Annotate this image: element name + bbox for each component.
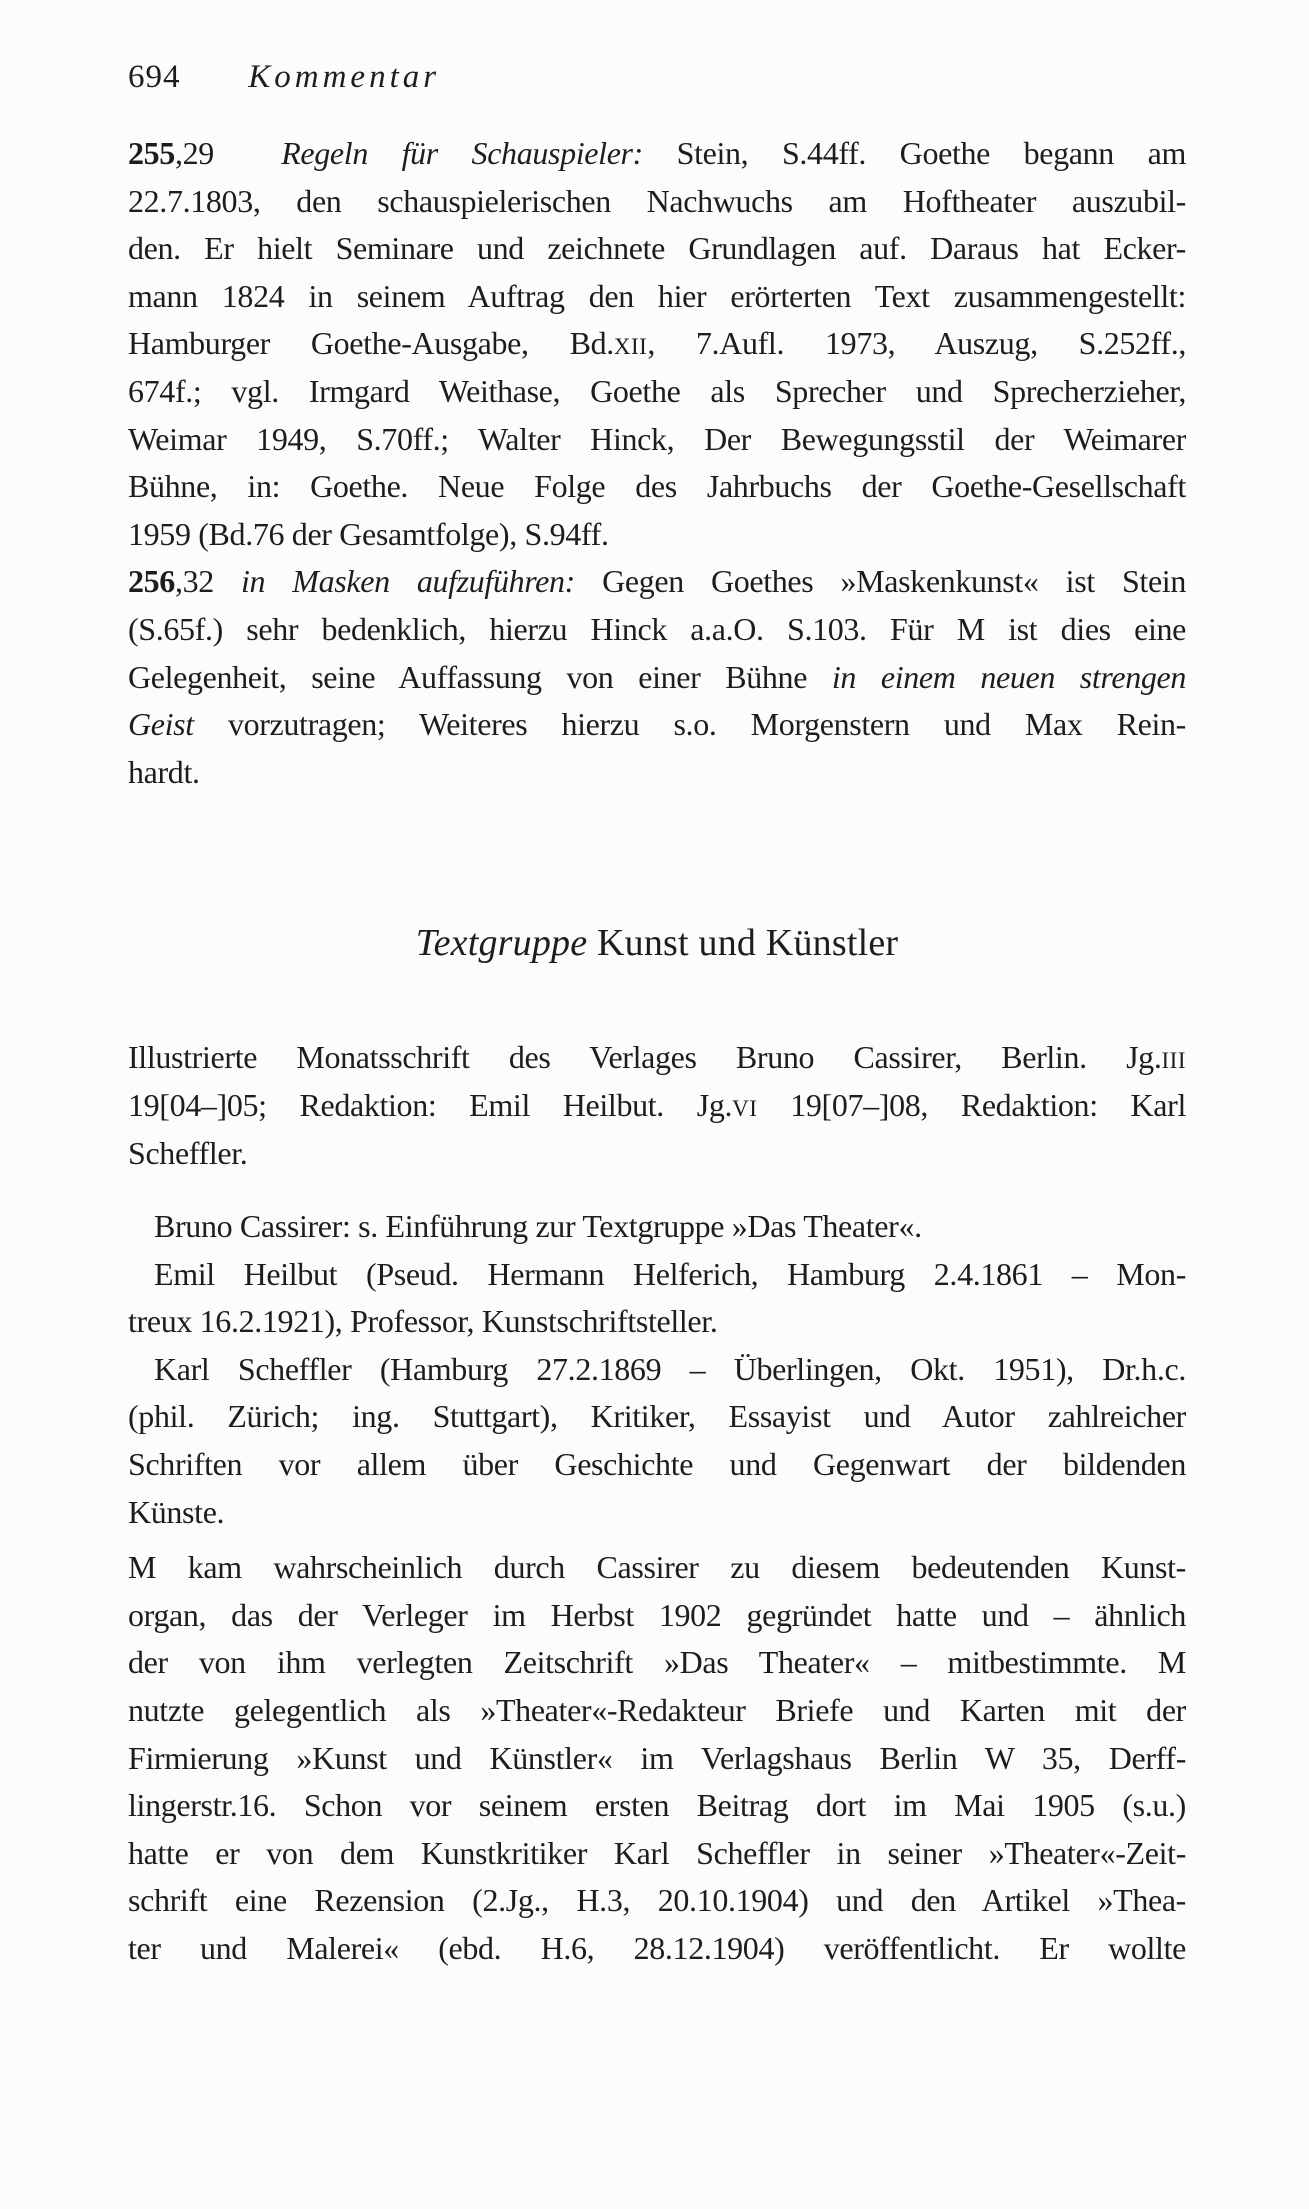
text-line bbox=[128, 320, 1186, 368]
text-run: VI bbox=[732, 1094, 758, 1121]
text-run: ter und Malerei« (ebd. H.6, 28.12.1904) veröffentlicht. Er wollte bbox=[128, 1930, 1186, 1966]
text-run: Emil Heilbut (Pseud. Hermann Helferich, Hamburg 2.4.1861 – Mon- bbox=[154, 1255, 1186, 1292]
text-run: ,32 bbox=[174, 563, 242, 600]
text-run: Geist bbox=[128, 706, 194, 743]
text-run: 674f.; vgl. Irmgard Weithase, Goethe als Sprecher und Sprecherzieher, bbox=[128, 372, 1186, 409]
text-run: hardt. bbox=[128, 753, 200, 790]
text-run: den. Er hielt Seminare und zeichnete Grundlagen auf. Daraus hat Ecker- bbox=[128, 230, 1186, 267]
text-line bbox=[128, 1034, 1186, 1082]
section-heading bbox=[128, 914, 1186, 972]
text-run: Firmierung »Kunst und Künstler« im Verlagshaus Berlin W 35, Derff- bbox=[128, 1739, 1186, 1776]
text-run: schrift eine Rezension (2.Jg., H.3, 20.10.1904) und den Artikel »Thea- bbox=[128, 1882, 1186, 1919]
paragraph bbox=[128, 1346, 1186, 1536]
text-run: M kam wahrscheinlich durch Cassirer zu diesem bedeutenden Kunst- bbox=[128, 1549, 1186, 1586]
paragraph bbox=[128, 1251, 1186, 1346]
text-line bbox=[128, 1544, 1186, 1592]
text-line bbox=[128, 1592, 1186, 1640]
text-line bbox=[128, 1251, 1186, 1299]
text-run: , 7.Aufl. 1973, Auszug, S.252ff., bbox=[647, 325, 1186, 362]
text-run: 255 bbox=[128, 135, 175, 171]
text-line bbox=[128, 1639, 1186, 1687]
text-line bbox=[128, 225, 1186, 273]
text-run: Regeln für Schauspieler: bbox=[281, 135, 643, 171]
text-line bbox=[128, 1130, 1186, 1178]
page-header bbox=[128, 56, 1186, 98]
text-line bbox=[128, 463, 1186, 511]
text-run: Bruno Cassirer: s. Einführung zur Textgruppe »Das Theater«. bbox=[154, 1208, 922, 1245]
text-line bbox=[128, 273, 1186, 321]
text-line bbox=[128, 1346, 1186, 1394]
text-run: mann 1824 in seinem Auftrag den hier erörterten Text zusammengestellt: bbox=[128, 277, 1186, 314]
text-line bbox=[128, 606, 1186, 654]
text-line bbox=[128, 654, 1186, 702]
text-run: 19[07–]08, Redaktion: Karl bbox=[757, 1086, 1186, 1123]
text-run: Hamburger Goethe-Ausgabe, Bd. bbox=[128, 325, 614, 362]
text-run: Textgruppe bbox=[415, 922, 588, 965]
text-line bbox=[128, 1393, 1186, 1441]
text-run: vorzutragen; Weiteres hierzu s.o. Morgenstern und Max Rein- bbox=[193, 706, 1186, 743]
text-run: 256 bbox=[128, 563, 175, 600]
text-line bbox=[128, 130, 1186, 178]
text-line bbox=[128, 1687, 1186, 1735]
text-column bbox=[128, 130, 1186, 1973]
page-number: 694 bbox=[128, 59, 181, 95]
text-run: (S.65f.) sehr bedenklich, hierzu Hinck a.a.O. S.103. Für M ist dies eine bbox=[128, 610, 1186, 647]
text-run: hatte er von dem Kunstkritiker Karl Scheffler in seiner »Theater«-Zeit- bbox=[128, 1834, 1186, 1871]
text-run: Stein, S.44ff. Goethe begann am bbox=[642, 135, 1186, 171]
text-run: Gegen Goethes »Maskenkunst« ist Stein bbox=[574, 563, 1186, 600]
text-run: Schriften vor allem über Geschichte und Gegenwart der bildenden bbox=[128, 1446, 1186, 1483]
text-line bbox=[128, 558, 1186, 606]
paragraph bbox=[128, 558, 1186, 796]
text-line bbox=[128, 1735, 1186, 1783]
text-line bbox=[128, 416, 1186, 464]
text-run: Karl Scheffler (Hamburg 27.2.1869 – Überlingen, Okt. 1951), Dr.h.c. bbox=[154, 1350, 1186, 1387]
text-line bbox=[128, 1830, 1186, 1878]
text-line bbox=[128, 1082, 1186, 1130]
text-run: der von ihm verlegten Zeitschrift »Das Theater« – mitbestimmte. M bbox=[128, 1644, 1186, 1681]
text-line bbox=[128, 1298, 1186, 1346]
text-run: ,29 bbox=[174, 135, 282, 171]
text-line bbox=[128, 1782, 1186, 1830]
text-run: (phil. Zürich; ing. Stuttgart), Kritiker, Essayist und Autor zahlreicher bbox=[128, 1398, 1186, 1435]
text-run: Scheffler. bbox=[128, 1134, 248, 1171]
text-line bbox=[128, 368, 1186, 416]
text-run: treux 16.2.1921), Professor, Kunstschriftsteller. bbox=[128, 1303, 718, 1340]
text-line bbox=[128, 1925, 1186, 1973]
text-line bbox=[128, 701, 1186, 749]
paragraph bbox=[128, 1544, 1186, 1972]
paragraph bbox=[128, 1034, 1186, 1177]
text-run: III bbox=[1161, 1047, 1186, 1074]
text-line bbox=[128, 1877, 1186, 1925]
text-run: Gelegenheit, seine Auffassung von einer Bühne bbox=[128, 658, 832, 695]
text-line bbox=[128, 749, 1186, 797]
text-line bbox=[128, 511, 1186, 559]
text-run: in Masken aufzuführen: bbox=[241, 563, 575, 600]
running-title: Kommentar bbox=[248, 59, 441, 95]
text-line bbox=[128, 1203, 1186, 1251]
text-run: Bühne, in: Goethe. Neue Folge des Jahrbuchs der Goethe-Gesellschaft bbox=[128, 468, 1186, 505]
text-run: nutzte gelegentlich als »Theater«-Redakteur Briefe und Karten mit der bbox=[128, 1692, 1186, 1729]
text-run: Kunst und Künstler bbox=[587, 922, 899, 965]
text-run: in einem neuen strengen bbox=[831, 658, 1186, 695]
text-line bbox=[128, 1489, 1186, 1537]
text-run: Weimar 1949, S.70ff.; Walter Hinck, Der Bewegungsstil der Weimarer bbox=[128, 420, 1186, 457]
text-run: organ, das der Verleger im Herbst 1902 gegründet hatte und – ähnlich bbox=[128, 1596, 1186, 1633]
text-run: 22.7.1803, den schauspielerischen Nachwuchs am Hoftheater auszubil- bbox=[128, 182, 1186, 219]
paragraph bbox=[128, 130, 1186, 558]
text-run: 19[04–]05; Redaktion: Emil Heilbut. Jg. bbox=[128, 1086, 733, 1123]
paragraph bbox=[128, 1203, 1186, 1251]
text-run: lingerstr.16. Schon vor seinem ersten Beitrag dort im Mai 1905 (s.u.) bbox=[128, 1787, 1186, 1824]
text-line bbox=[128, 178, 1186, 226]
text-run: XII bbox=[613, 333, 648, 360]
text-run: 1959 (Bd.76 der Gesamtfolge), S.94ff. bbox=[128, 515, 609, 552]
text-run: Illustrierte Monatsschrift des Verlages Bruno Cassirer, Berlin. Jg. bbox=[128, 1039, 1162, 1076]
text-line bbox=[128, 1441, 1186, 1489]
text-run: Künste. bbox=[128, 1493, 225, 1530]
